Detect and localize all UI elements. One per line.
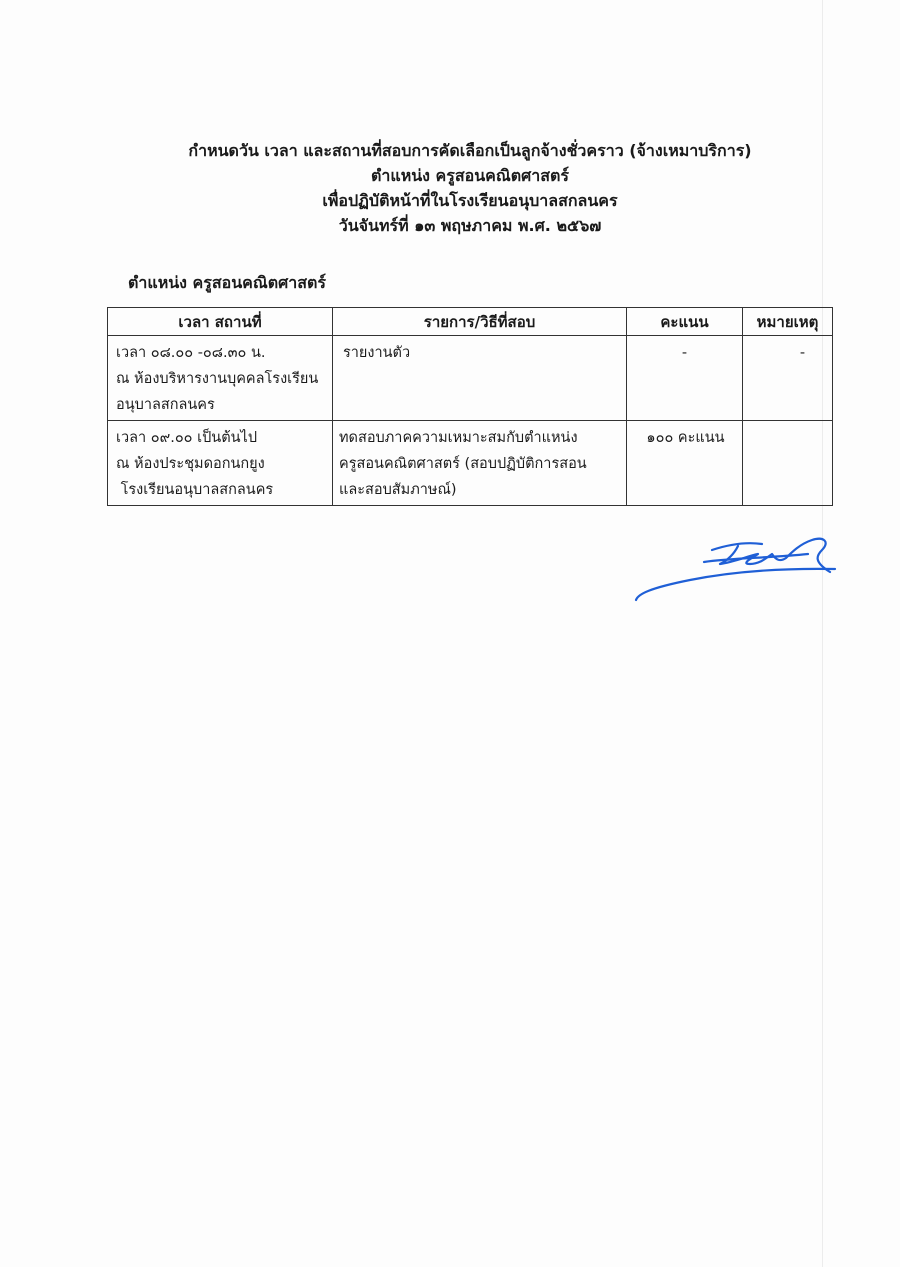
signature-stroke	[636, 569, 835, 600]
cell-line: อนุบาลสกลนคร	[116, 397, 215, 413]
cell-line: และสอบสัมภาษณ์)	[339, 482, 457, 498]
cell-score-value: ๑๐๐ คะแนน	[646, 430, 725, 446]
header-title-line: กำหนดวัน เวลา และสถานที่สอบการคัดเลือกเป็นลูกจ้างชั่วคราว (จ้างเหมาบริการ)	[188, 141, 752, 160]
cell-line: ครูสอนคณิตศาสตร์ (สอบปฏิบัติการสอน	[339, 456, 587, 472]
cell-time-place	[108, 421, 333, 506]
exam-schedule-table	[107, 307, 833, 506]
cell-line: โรงเรียนอนุบาลสกลนคร	[116, 482, 274, 498]
cell-note	[743, 421, 833, 506]
cell-line: ณ ห้องบริหารงานบุคคลโรงเรียน	[116, 371, 319, 387]
cell-score-value: -	[681, 345, 688, 361]
signature-image	[630, 528, 840, 606]
column-header-time-place: เวลา สถานที่	[108, 308, 333, 336]
cell-line: เวลา ๐๙.๐๐ เป็นต้นไป	[116, 430, 258, 446]
header-date-line: วันจันทร์ที่ ๑๓ พฤษภาคม พ.ศ. ๒๕๖๗	[338, 216, 602, 235]
cell-note-value: -	[799, 345, 806, 361]
cell-item	[333, 336, 627, 421]
column-header-note: หมายเหตุ	[743, 308, 833, 336]
cell-line: ณ ห้องประชุมดอกนกยูง	[116, 456, 265, 472]
table-row	[108, 336, 833, 421]
column-header-score: คะแนน	[627, 308, 743, 336]
section-heading: ตำแหน่ง ครูสอนคณิตศาสตร์	[128, 273, 326, 292]
table-row	[108, 421, 833, 506]
header-purpose-line: เพื่อปฏิบัติหน้าที่ในโรงเรียนอนุบาลสกลนคร	[322, 191, 618, 210]
column-header-item: รายการ/วิธีที่สอบ	[333, 308, 627, 336]
header-position-line: ตำแหน่ง ครูสอนคณิตศาสตร์	[371, 166, 569, 185]
cell-time-place	[108, 336, 333, 421]
cell-item	[333, 421, 627, 506]
cell-line: รายงานตัว	[343, 345, 411, 361]
cell-score	[627, 421, 743, 506]
table-header-row	[108, 308, 833, 336]
cell-line: ทดสอบภาคความเหมาะสมกับตำแหน่ง	[339, 430, 578, 446]
document-header	[100, 138, 840, 238]
cell-score	[627, 336, 743, 421]
cell-note	[743, 336, 833, 421]
cell-note-value	[743, 421, 832, 427]
cell-line: เวลา ๐๘.๐๐ -๐๘.๓๐ น.	[116, 345, 266, 361]
